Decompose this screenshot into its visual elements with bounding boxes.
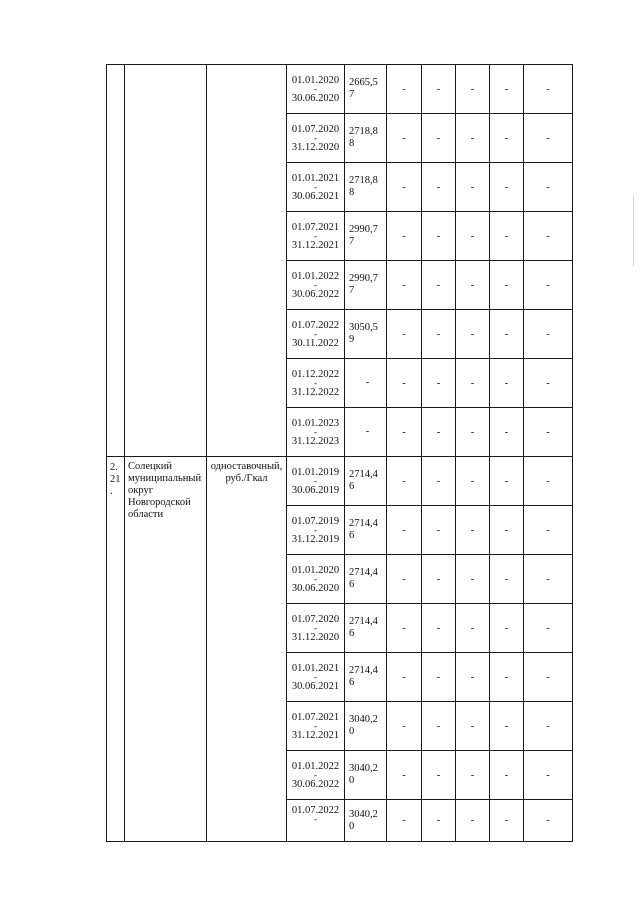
empty-value-cell: -	[456, 800, 490, 842]
unit-cell: одноставочный, руб./Гкал	[207, 457, 287, 842]
empty-value-cell: -	[387, 310, 422, 359]
empty-value-cell: -	[490, 702, 524, 751]
empty-value-cell: -	[456, 212, 490, 261]
empty-value-cell: -	[490, 751, 524, 800]
period-cell: 01.12.2022 - 31.12.2022	[287, 359, 345, 408]
empty-value-cell: -	[422, 506, 456, 555]
empty-value-cell: -	[524, 702, 573, 751]
tariff-value-cell: 2990,7 7	[345, 261, 387, 310]
empty-value-cell: -	[524, 310, 573, 359]
empty-value-cell: -	[456, 751, 490, 800]
empty-value-cell: -	[524, 506, 573, 555]
tariff-value-cell: 3040,2 0	[345, 800, 387, 842]
tariff-value-cell: 2665,5 7	[345, 65, 387, 114]
tariff-value-cell: 2714,4 6	[345, 604, 387, 653]
empty-value-cell: -	[490, 65, 524, 114]
empty-value-cell: -	[490, 506, 524, 555]
empty-value-cell: -	[490, 555, 524, 604]
empty-value-cell: -	[422, 65, 456, 114]
empty-value-cell: -	[456, 702, 490, 751]
empty-value-cell: -	[387, 65, 422, 114]
tariff-value-cell: 2714,4 6	[345, 457, 387, 506]
period-cell: 01.01.2020 - 30.06.2020	[287, 65, 345, 114]
empty-value-cell: -	[422, 702, 456, 751]
empty-value-cell: -	[490, 457, 524, 506]
empty-value-cell: -	[387, 800, 422, 842]
region-cell	[125, 65, 207, 457]
tariff-value-cell: 2714,4 6	[345, 653, 387, 702]
empty-value-cell: -	[456, 653, 490, 702]
tariff-value-cell: -	[345, 408, 387, 457]
empty-value-cell: -	[456, 65, 490, 114]
table-row	[107, 457, 573, 506]
empty-value-cell: -	[422, 800, 456, 842]
empty-value-cell: -	[422, 555, 456, 604]
empty-value-cell: -	[524, 604, 573, 653]
empty-value-cell: -	[387, 163, 422, 212]
empty-value-cell: -	[387, 261, 422, 310]
empty-value-cell: -	[524, 65, 573, 114]
empty-value-cell: -	[456, 163, 490, 212]
empty-value-cell: -	[490, 310, 524, 359]
empty-value-cell: -	[456, 457, 490, 506]
empty-value-cell: -	[456, 604, 490, 653]
scan-artifact	[633, 196, 634, 266]
empty-value-cell: -	[524, 751, 573, 800]
period-cell: 01.07.2021 - 31.12.2021	[287, 212, 345, 261]
empty-value-cell: -	[422, 212, 456, 261]
period-cell: 01.07.2020 - 31.12.2020	[287, 604, 345, 653]
empty-value-cell: -	[422, 114, 456, 163]
tariff-table	[106, 64, 573, 842]
empty-value-cell: -	[524, 261, 573, 310]
tariff-value-cell: -	[345, 359, 387, 408]
empty-value-cell: -	[387, 408, 422, 457]
empty-value-cell: -	[490, 114, 524, 163]
region-cell: Солецкий муниципальный округ Новгородской области	[125, 457, 207, 842]
empty-value-cell: -	[387, 751, 422, 800]
empty-value-cell: -	[422, 604, 456, 653]
empty-value-cell: -	[387, 212, 422, 261]
empty-value-cell: -	[490, 800, 524, 842]
period-cell: 01.07.2022 -	[287, 800, 345, 842]
empty-value-cell: -	[490, 261, 524, 310]
tariff-value-cell: 2718,8 8	[345, 114, 387, 163]
empty-value-cell: -	[524, 653, 573, 702]
empty-value-cell: -	[387, 653, 422, 702]
empty-value-cell: -	[490, 408, 524, 457]
empty-value-cell: -	[524, 163, 573, 212]
period-cell: 01.01.2021 - 30.06.2021	[287, 163, 345, 212]
row-number-cell: 2. 21 .	[107, 457, 125, 842]
empty-value-cell: -	[490, 163, 524, 212]
empty-value-cell: -	[456, 310, 490, 359]
period-cell: 01.07.2020 - 31.12.2020	[287, 114, 345, 163]
empty-value-cell: -	[422, 359, 456, 408]
tariff-value-cell: 3040,2 0	[345, 702, 387, 751]
tariff-value-cell: 3050,5 9	[345, 310, 387, 359]
empty-value-cell: -	[456, 506, 490, 555]
row-number-cell	[107, 65, 125, 457]
empty-value-cell: -	[387, 506, 422, 555]
tariff-value-cell: 3040,2 0	[345, 751, 387, 800]
empty-value-cell: -	[387, 359, 422, 408]
empty-value-cell: -	[456, 114, 490, 163]
tariff-value-cell: 2718,8 8	[345, 163, 387, 212]
period-cell: 01.07.2021 - 31.12.2021	[287, 702, 345, 751]
empty-value-cell: -	[387, 604, 422, 653]
empty-value-cell: -	[524, 359, 573, 408]
empty-value-cell: -	[422, 261, 456, 310]
empty-value-cell: -	[524, 800, 573, 842]
tariff-value-cell: 2714,4 6	[345, 506, 387, 555]
tariff-value-cell: 2714,4 6	[345, 555, 387, 604]
empty-value-cell: -	[524, 555, 573, 604]
empty-value-cell: -	[524, 114, 573, 163]
empty-value-cell: -	[456, 408, 490, 457]
empty-value-cell: -	[490, 604, 524, 653]
empty-value-cell: -	[387, 114, 422, 163]
empty-value-cell: -	[456, 261, 490, 310]
tariff-value-cell: 2990,7 7	[345, 212, 387, 261]
empty-value-cell: -	[490, 359, 524, 408]
empty-value-cell: -	[422, 457, 456, 506]
empty-value-cell: -	[387, 555, 422, 604]
empty-value-cell: -	[422, 751, 456, 800]
period-cell: 01.01.2019 - 30.06.2019	[287, 457, 345, 506]
empty-value-cell: -	[524, 212, 573, 261]
empty-value-cell: -	[456, 359, 490, 408]
period-cell: 01.07.2022 - 30.11.2022	[287, 310, 345, 359]
empty-value-cell: -	[422, 163, 456, 212]
unit-cell	[207, 65, 287, 457]
empty-value-cell: -	[524, 408, 573, 457]
empty-value-cell: -	[422, 653, 456, 702]
empty-value-cell: -	[387, 457, 422, 506]
period-cell: 01.01.2022 - 30.06.2022	[287, 261, 345, 310]
empty-value-cell: -	[490, 653, 524, 702]
empty-value-cell: -	[422, 310, 456, 359]
empty-value-cell: -	[490, 212, 524, 261]
empty-value-cell: -	[456, 555, 490, 604]
period-cell: 01.01.2022 - 30.06.2022	[287, 751, 345, 800]
period-cell: 01.01.2021 - 30.06.2021	[287, 653, 345, 702]
period-cell: 01.01.2020 - 30.06.2020	[287, 555, 345, 604]
period-cell: 01.07.2019 - 31.12.2019	[287, 506, 345, 555]
empty-value-cell: -	[422, 408, 456, 457]
empty-value-cell: -	[524, 457, 573, 506]
empty-value-cell: -	[387, 702, 422, 751]
period-cell: 01.01.2023 - 31.12.2023	[287, 408, 345, 457]
table-row	[107, 65, 573, 114]
